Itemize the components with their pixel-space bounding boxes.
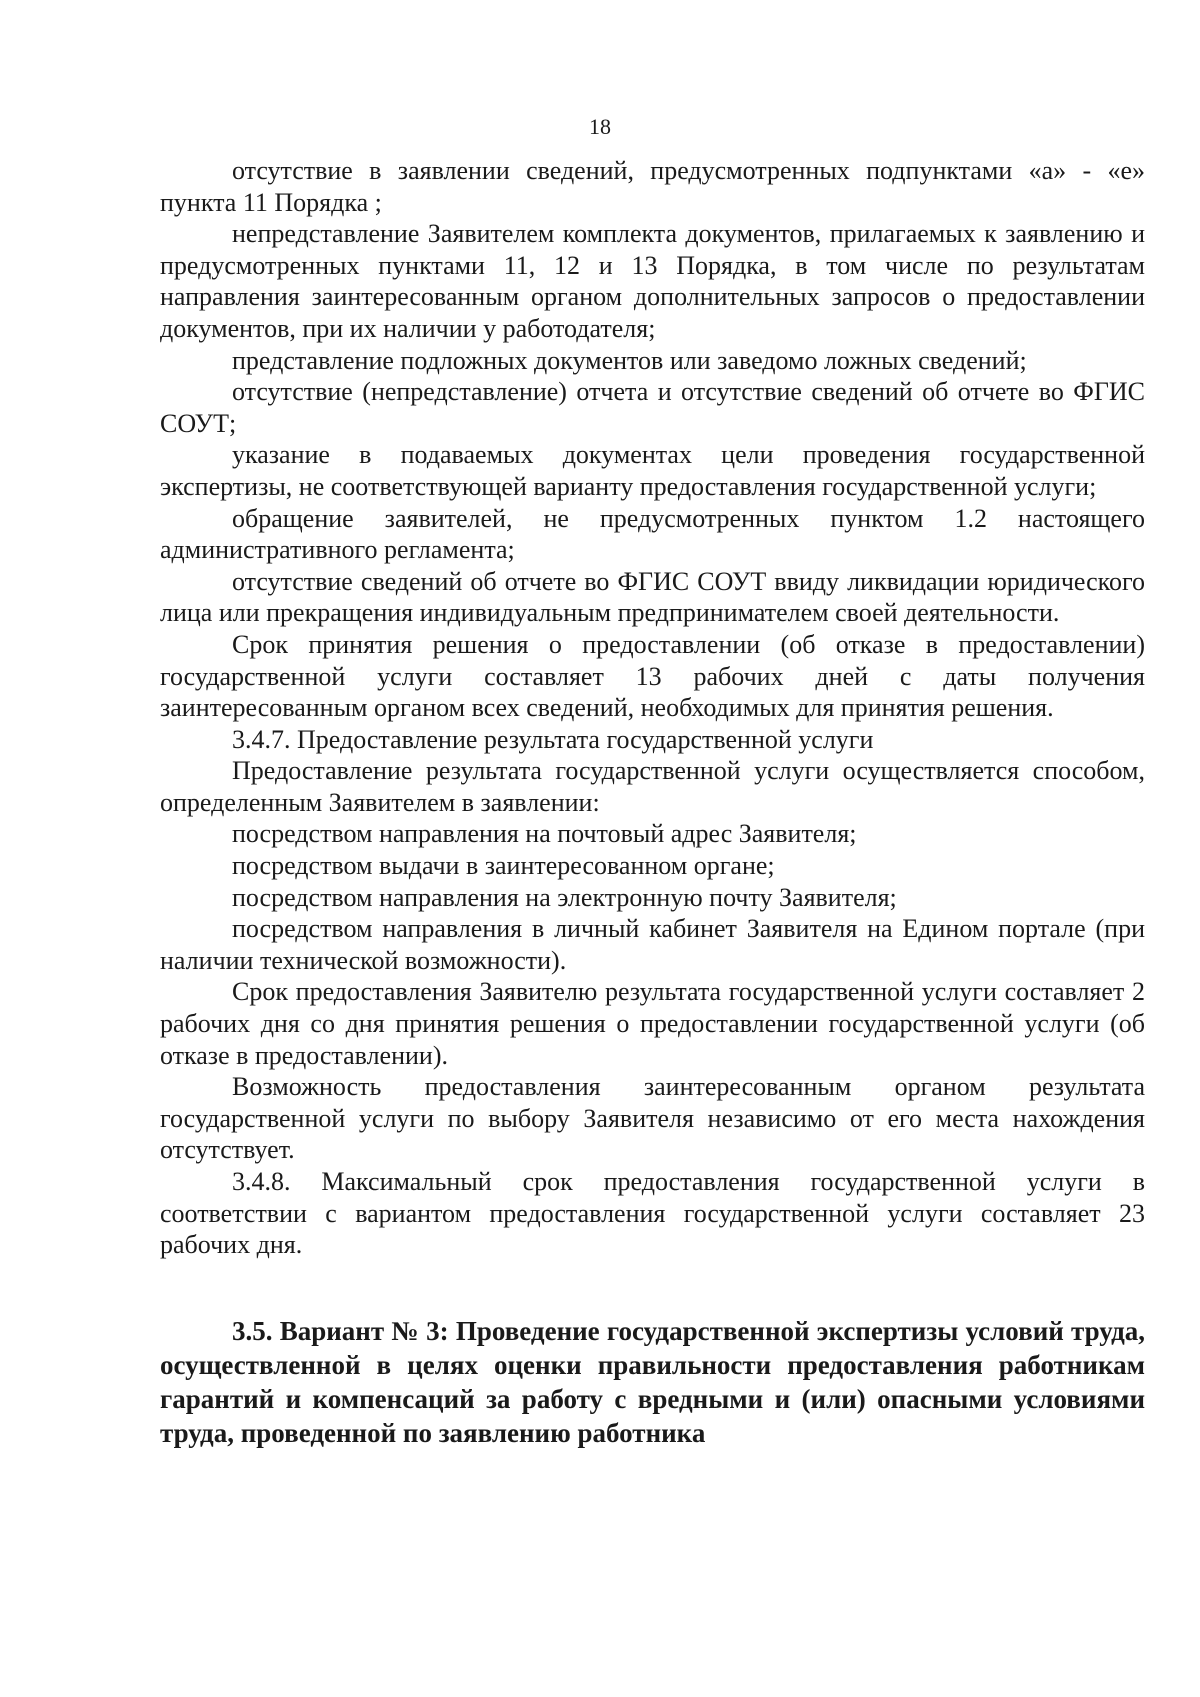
paragraph-extraterritorial: Возможность предоставления заинтересованным органом результата государственной услуги по выбору Заявителя независимо от его места нахождения отсутствует. xyxy=(160,1072,1145,1165)
paragraph-ineligible-applicants: обращение заявителей, не предусмотренных пунктом 1.2 настоящего административного регламента; xyxy=(160,503,1145,565)
paragraph-postal-address: посредством направления на почтовый адрес Заявителя; xyxy=(232,819,857,849)
paragraph-missing-report: отсутствие (непредставление) отчета и отсутствие сведений об отчете во ФГИС СОУТ; xyxy=(160,377,1145,438)
paragraph-liquidation: отсутствие сведений об отчете во ФГИС СОУТ ввиду ликвидации юридического лица или прекращения индивидуальным предпринимателем своей деятельности. xyxy=(160,566,1145,628)
paragraph-decision-term: Срок принятия решения о предоставлении (об отказе в предоставлении) государственной услуги составляет 13 рабочих дней с даты получения заинтересованным органом всех сведений, необходимых для принятия решения. xyxy=(160,629,1145,723)
paragraph-result-term: Срок предоставления Заявителю результата государственной услуги составляет 2 рабочих дня со дня принятия решения о предоставлении государственной услуги (об отказе в предоставлении). xyxy=(160,977,1145,1070)
paragraph-section-3-4-8: 3.4.8. Максимальный срок предоставления государственной услуги в соответствии с вариантом предоставления государственной услуги составляет 23 рабочих дня. xyxy=(160,1167,1145,1260)
section-heading-3-5: 3.5. Вариант № 3: Проведение государственной экспертизы условий труда, осуществленной в целях оценки правильности предоставления работникам гарантий и компенсаций за работу с вредными и (или) опасными условиями труда, проведенной по заявлению работника xyxy=(160,1316,1145,1448)
paragraph-result-method: Предоставление результата государственной услуги осуществляется способом, определенным Заявителем в заявлении: xyxy=(160,756,1145,817)
paragraph-section-3-4-7: 3.4.7. Предоставление результата государственной услуги xyxy=(232,724,874,754)
paragraph-missing-info: отсутствие в заявлении сведений, предусмотренных подпунктами «а» - «е» пункта 11 Порядка ; xyxy=(160,156,1145,217)
page-number: 18 xyxy=(589,114,611,139)
document-body xyxy=(160,155,1145,1261)
paragraph-portal-cabinet: посредством направления в личный кабинет Заявителя на Едином портале (при наличии технической возможности). xyxy=(160,914,1145,975)
paragraph-email: посредством направления на электронную почту Заявителя; xyxy=(232,882,897,912)
paragraph-non-submission: непредставление Заявителем комплекта документов, прилагаемых к заявлению и предусмотренных пунктами 11, 12 и 13 Порядка, в том числе по результатам направления заинтересованным органом дополнительных запросов о предоставлении документов, при их наличии у работодателя; xyxy=(160,219,1145,343)
paragraph-forged-documents: представление подложных документов или заведомо ложных сведений; xyxy=(232,345,1027,375)
paragraph-wrong-purpose: указание в подаваемых документах цели проведения государственной экспертизы, не соответствующей варианту предоставления государственной услуги; xyxy=(160,440,1145,501)
paragraph-issue-in-office: посредством выдачи в заинтересованном органе; xyxy=(232,851,775,881)
